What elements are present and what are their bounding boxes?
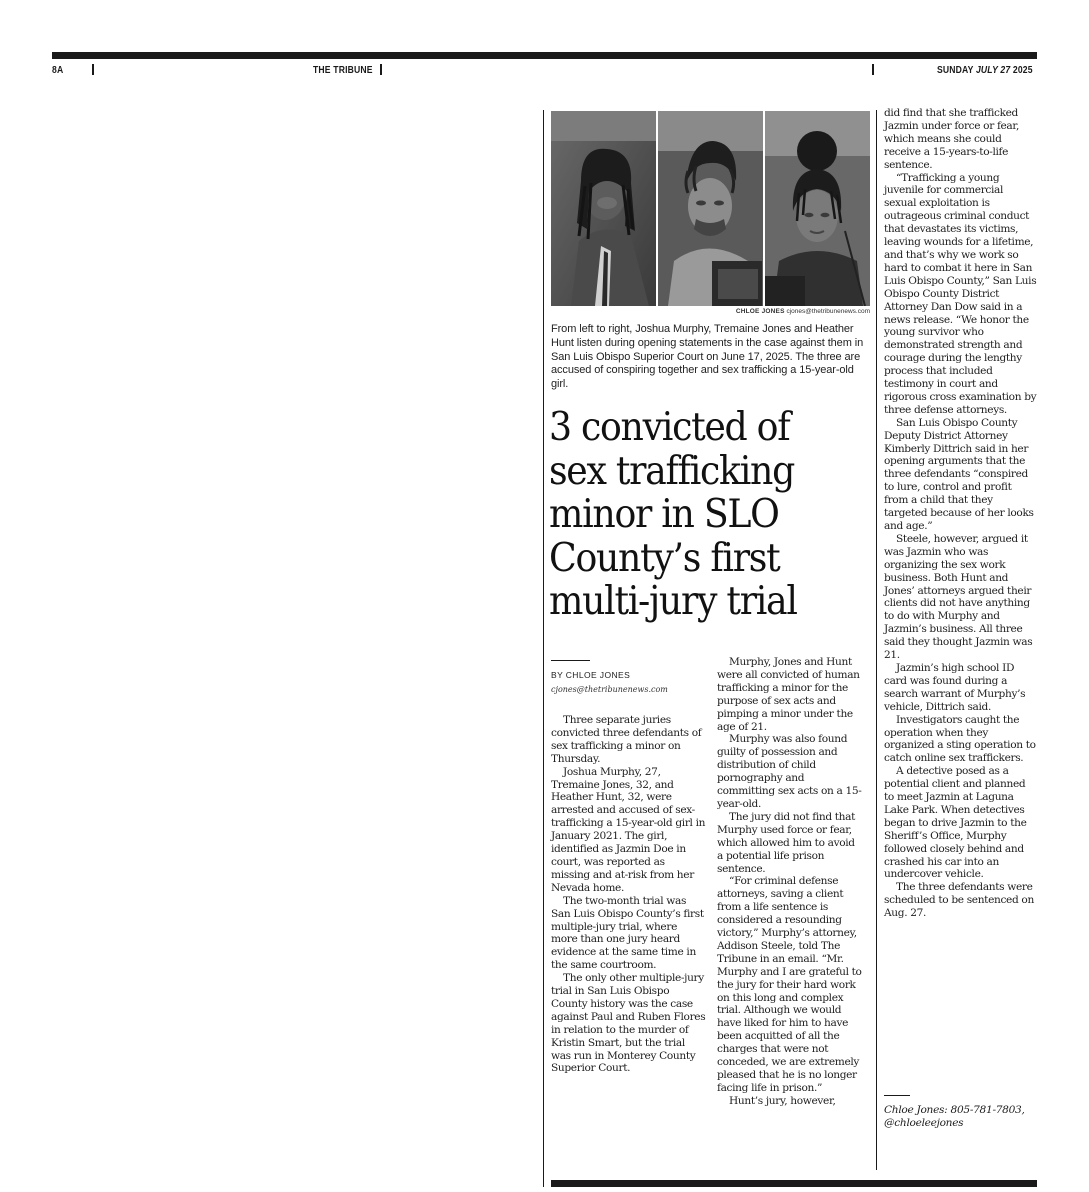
header-divider <box>380 64 382 75</box>
paragraph: Hunt’s jury, however, <box>729 1094 836 1107</box>
signature-rule <box>884 1095 910 1096</box>
photo-joshua-murphy <box>551 111 656 306</box>
photo-credit <box>551 308 870 315</box>
byline-email: cjones@thetribunenews.com <box>551 685 668 694</box>
paragraph: Joshua Murphy, 27, Tremaine Jones, 32, and Heather Hunt, 32, were arrested and accused of sex-trafficking a 15-year-old girl in January 2021. The girl, identified as Jazmin Doe in court, was reported as missing and at-risk from her Nevada home. <box>551 765 706 894</box>
header-divider <box>92 64 94 75</box>
paragraph: “Trafficking a young juvenile for commercial sexual exploitation is outrageous criminal conduct that devastates its victims, leaving wounds for a lifetime, and that’s why we work so hard to combat it here in San Luis Obispo County,” San Luis Obispo County District Attorney Dan Dow said in a news release. “We honor the young survivor who demonstrated strength and courage during the lengthy process that included testimony in court and rigorous cross examination by three defense attorneys. <box>884 171 1037 416</box>
header-rule <box>52 52 1037 59</box>
paragraph: The jury did not find that Murphy used force or fear, which allowed him to avoid a potential life prison sentence. <box>717 810 856 875</box>
date-year: 2025 <box>1012 64 1033 76</box>
date-day: SUNDAY <box>937 64 974 76</box>
paragraph: The two-month trial was San Luis Obispo County’s first multiple-jury trial, where more than one jury heard evidence at the same time in the same courtroom. <box>551 894 704 972</box>
photo-caption: From left to right, Joshua Murphy, Tremaine Jones and Heather Hunt listen during opening statements in the case against them in San Luis Obispo Superior Court on June 17, 2025. The three are accused of conspiring together and sex trafficking a 15-year-old girl. <box>551 323 864 391</box>
paragraph: The only other multiple-jury trial in San Luis Obispo County history was the case against Paul and Ruben Flores in relation to the murder of Kristin Smart, but the trial was run in Monterey County Superior Court. <box>551 972 706 1075</box>
paragraph: Investigators caught the operation when they organized a sting operation to catch online sex traffickers. <box>884 713 1036 765</box>
column-rule <box>876 110 877 1170</box>
photo-tremaine-jones <box>658 111 763 306</box>
paragraph: did find that she trafficked Jazmin under force or fear, which means she could receive a 15-years-to-life sentence. <box>884 107 1019 171</box>
date-month-day: JULY 27 <box>975 64 1011 76</box>
column-rule <box>543 110 544 1187</box>
author-signature: Chloe Jones: 805-781-7803, @chloeleejones <box>884 1104 1025 1129</box>
defendants-photo <box>551 111 870 306</box>
article-column-2 <box>717 656 863 1108</box>
article-column-3 <box>884 107 1037 920</box>
page-number: 8A <box>52 64 64 76</box>
photo-credit-email: cjones@thetribunenews.com <box>786 308 870 315</box>
header-divider <box>872 64 874 75</box>
article-column-1 <box>551 714 706 1075</box>
issue-date <box>937 64 1033 76</box>
article-headline: 3 convicted of sex trafficking minor in SLO County’s first multi-jury trial <box>549 405 797 624</box>
paragraph: Murphy, Jones and Hunt were all convicted of human trafficking a minor for the purpose of sex acts and pimping a minor under the age of 21. <box>717 656 860 733</box>
photo-heather-hunt <box>765 111 870 306</box>
paragraph: A detective posed as a potential client and planned to meet Jazmin at Laguna Lake Park. When detectives began to drive Jazmin to the Sheriff’s Office, Murphy followed closely behind and crashed his car into an undercover vehicle. <box>884 765 1027 881</box>
byline-rule <box>551 660 590 661</box>
paragraph: Three separate juries convicted three defendants of sex trafficking a minor on Thursday. <box>551 714 702 765</box>
paragraph: Murphy was also found guilty of possession and distribution of child pornography and committing sex acts on a 15-year-old. <box>717 733 862 810</box>
paragraph: “For criminal defense attorneys, saving a client from a life sentence is considered a resounding victory,” Murphy’s attorney, Addison Steele, told The Tribune in an email. “Mr. Murphy and I are grateful to the jury for their hard work on this long and complex trial. Although we would have liked for him to have been acquitted of all the charges that were not conceded, we are extremely pleased that he is no longer facing life in prison.” <box>717 875 862 1094</box>
byline: BY CHLOE JONES <box>551 670 631 680</box>
footer-rule <box>551 1180 1037 1187</box>
paragraph: San Luis Obispo County Deputy District Attorney Kimberly Dittrich said in her opening arguments that the three defendants “conspired to lure, control and profit from a child that they targeted because of her looks and age.” <box>884 416 1034 532</box>
paragraph: The three defendants were scheduled to be sentenced on Aug. 27. <box>884 881 1034 920</box>
paper-name: THE TRIBUNE <box>313 64 373 76</box>
photo-credit-name: CHLOE JONES <box>735 308 785 315</box>
paragraph: Steele, however, argued it was Jazmin who was organizing the sex work business. Both Hunt and Jones’ attorneys argued their clients did not have anything to do with Murphy and Jazmin’s business. All three said they thought Jazmin was 21. <box>884 532 1033 662</box>
paragraph: Jazmin’s high school ID card was found during a search warrant of Murphy’s vehicle, Dittrich said. <box>884 661 1026 713</box>
